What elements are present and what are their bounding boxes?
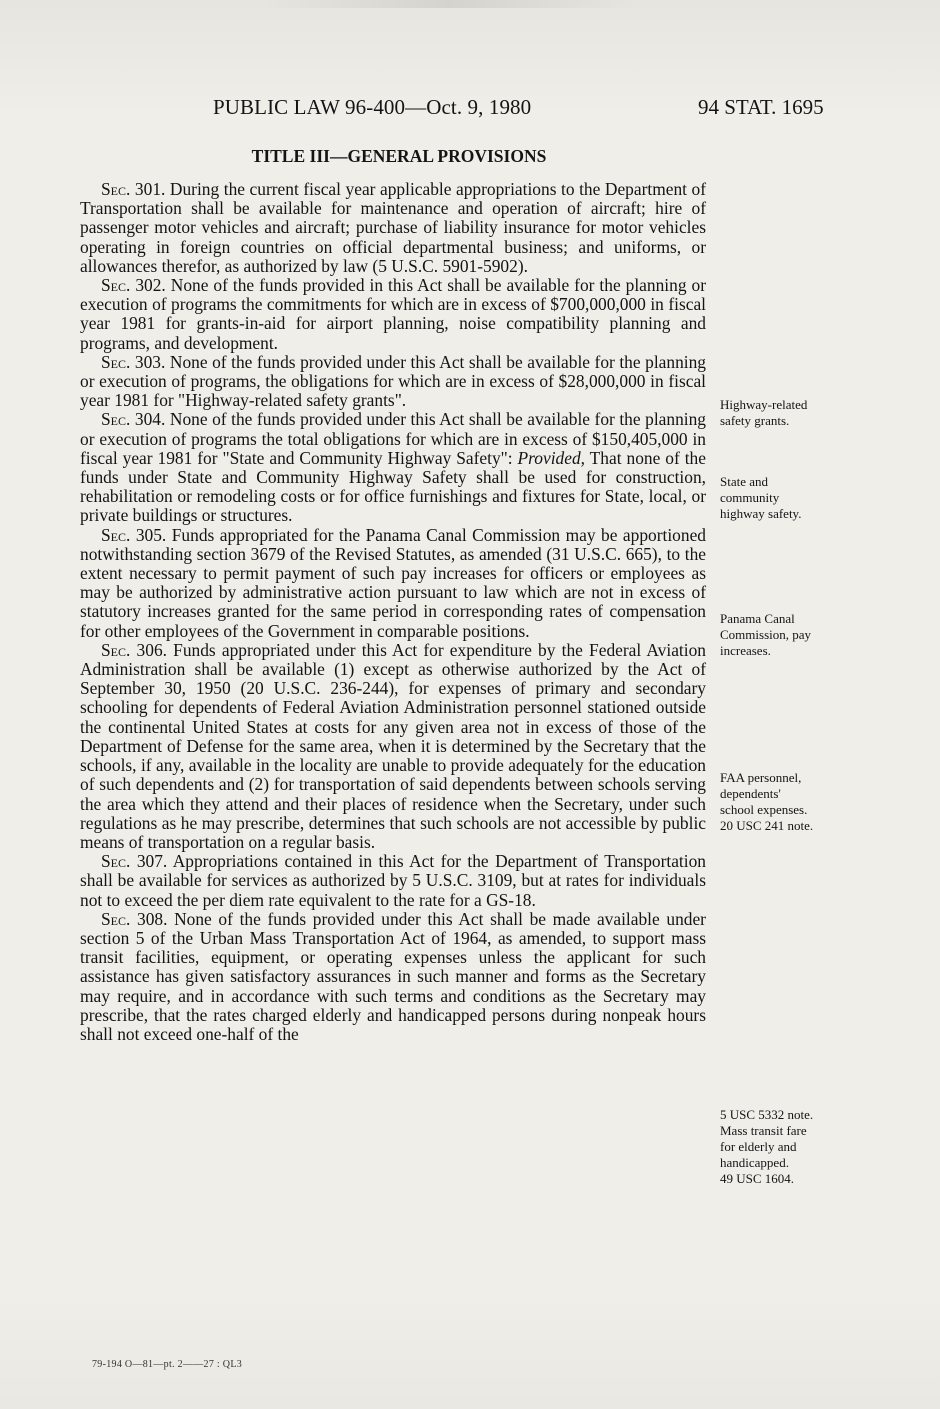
section-label: Sec.: [101, 409, 131, 430]
section-text: None of the funds provided under this Act shall be made available under section 5 of the Urban Mass Transportation Act of 1964, as amended, to support mass transit facilities, equipment, or operating expenses unless the applicant for such assistance has given satisfactory assurances in such manner and forms as the Secretary may require, and in accordance with such terms and conditions as the Secretary may prescribe, that the rates charged elderly and handicapped persons during nonpeak hours shall not exceed one-half of the: [80, 908, 706, 1044]
section-label: Sec.: [101, 179, 131, 199]
margin-note-line: 49 USC 1604.: [720, 1171, 795, 1186]
margin-note-line: Highway-related: [720, 397, 808, 412]
margin-note-highway-related: [720, 397, 856, 429]
section-text-continued: That none of the funds under State and Community Highway Safety shall be used for construction, rehabilitation or remodeling costs or for office furnishings and fixtures for State, local, or private buildings or structures.: [80, 447, 706, 526]
section-303: [80, 353, 706, 411]
section-text: Funds appropriated for the Panama Canal Commission may be apportioned notwithstanding section 3679 of the Revised Statutes, as amended (31 U.S.C. 665), to the extent necessary to permit payment of such pay increases for officers or employees as may be authorized by administrative action pursuant to law which are not in excess of statutory increases granted for the same period in corresponding rates of compensation for other employees of the Government in comparable positions.: [80, 524, 706, 641]
section-text: During the current fiscal year applicable appropriations to the Department of Transportation shall be available for maintenance and operation of aircraft; hire of passenger motor vehicles and aircraft; purchase of liability insurance for motor vehicles operating in foreign countries on official departmental business; and uniforms, or allowances therefor, as authorized by law (5 U.S.C. 5901-5902).: [80, 179, 707, 276]
section-304: [80, 410, 706, 525]
margin-note-faa: [720, 770, 856, 834]
section-label: Sec.: [101, 351, 131, 372]
margin-note-line: handicapped.: [720, 1155, 789, 1170]
running-header-law: PUBLIC LAW 96-400—Oct. 9, 1980: [213, 95, 532, 119]
margin-note-line: community: [720, 490, 780, 505]
running-header-stat: 94 STAT. 1695: [698, 95, 824, 119]
footer-print-code: 79-194 O—81—pt. 2——27 : QL3: [92, 1359, 243, 1370]
margin-note-mass-transit: [720, 1107, 856, 1187]
margin-note-line: safety grants.: [720, 413, 790, 428]
section-label: Sec.: [101, 524, 131, 545]
margin-note-line: highway safety.: [720, 506, 802, 521]
title-heading: TITLE III—GENERAL PROVISIONS: [251, 146, 547, 166]
section-308: [80, 910, 706, 1044]
margin-note-line: increases.: [720, 643, 771, 658]
section-text: Funds appropriated under this Act for expenditure by the Federal Aviation Administration shall be available (1) except as otherwise authorized by the Act of September 30, 1950 (20 U.S.C. 236-244), for expenses of primary and secondary schooling for dependents of Federal Aviation Administration personnel stationed outside the continental United States at costs for any given area not in excess of those of the Department of Defense for the same area, when it is determined by the Secretary that the schools, if any, available in the locality are unable to provide adequately for the education of such dependents and (2) for transportation of said dependents between schools serving the area which they attend and their places of residence when the Secretary, under such regulations as he may prescribe, determines that such schools are not accessible by public means of transportation on a regular basis.: [80, 639, 706, 852]
margin-note-state-community: [720, 474, 856, 522]
margin-note-line: school expenses.: [720, 802, 808, 817]
section-number: 308.: [137, 908, 168, 929]
section-label: Sec.: [101, 275, 131, 296]
section-number: 305.: [135, 524, 167, 545]
section-label: Sec.: [101, 639, 131, 660]
section-label: Sec.: [101, 851, 131, 872]
section-number: 304.: [134, 409, 166, 430]
section-306: [80, 641, 706, 852]
margin-note-line: for elderly and: [720, 1139, 797, 1154]
section-301: [80, 180, 706, 276]
margin-note-line: State and: [720, 474, 769, 489]
margin-note-line: Panama Canal: [720, 611, 795, 626]
margin-note-line: Commission, pay: [720, 627, 812, 642]
section-text: Appropriations contained in this Act for the Department of Transportation shall be available for services as authorized by 5 U.S.C. 3109, but at rates for individuals not to exceed the per diem rate equivalent to the rate for a GS-18.: [80, 851, 706, 910]
section-label: Sec.: [101, 908, 131, 929]
body-text: [80, 180, 706, 1044]
scan-smudge: [260, 0, 640, 8]
section-number: 303.: [134, 351, 166, 372]
proviso-italic: Provided,: [517, 447, 585, 468]
margin-note-line: 5 USC 5332 note.: [720, 1107, 814, 1122]
margin-note-line: dependents': [720, 786, 781, 801]
section-number: 302.: [135, 275, 166, 296]
margin-note-line: 20 USC 241 note.: [720, 818, 814, 833]
section-text: None of the funds provided in this Act shall be available for the planning or execution of programs the commitments for which are in excess of $700,000,000 in fiscal year 1981 for grants-in-aid for airport planning, noise compatibility planning and programs, and development.: [80, 275, 706, 353]
section-305: [80, 526, 706, 641]
margin-note-line: FAA personnel,: [720, 770, 802, 785]
section-302: [80, 276, 706, 353]
section-number: 301.: [134, 179, 166, 199]
margin-note-panama: [720, 611, 856, 659]
section-text: None of the funds provided under this Act shall be available for the planning or execution of programs, the obligations for which are in excess of $28,000,000 in fiscal year 1981 for "Highway-related safety grants".: [80, 351, 706, 411]
margin-note-line: Mass transit fare: [720, 1123, 807, 1138]
section-number: 307.: [136, 851, 168, 872]
section-text: None of the funds provided under this Act shall be available for the planning or execution of programs the total obligations for which are in excess of $150,405,000 in fiscal year 1981 for "State and Community Highway Safety":: [80, 409, 706, 468]
section-307: [80, 852, 706, 910]
section-number: 306.: [136, 639, 167, 660]
